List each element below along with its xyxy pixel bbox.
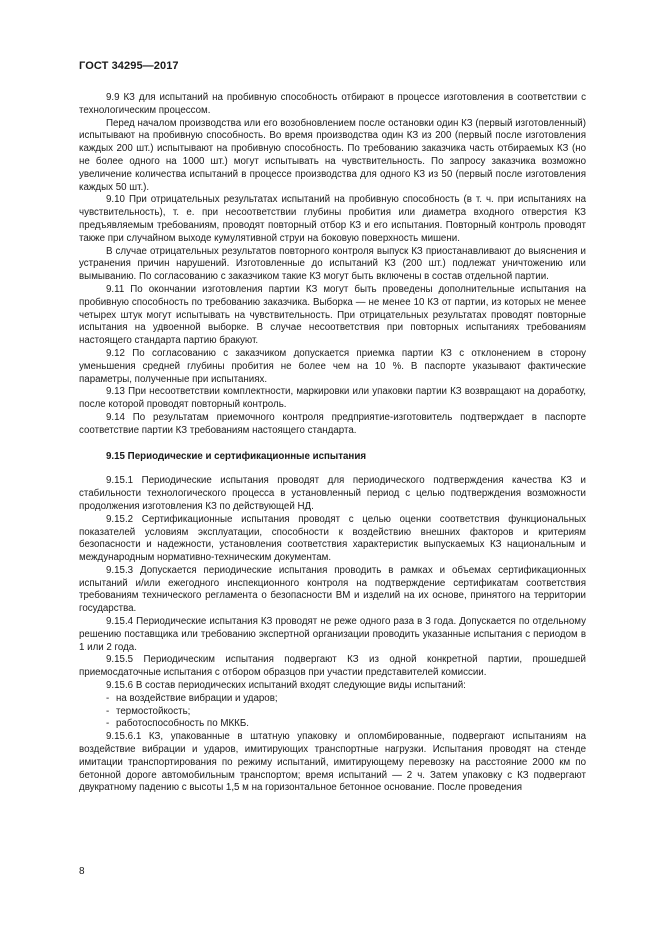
test-types-list [79, 693, 586, 731]
paragraph: 9.10 При отрицательных результатах испытаний на пробивную способность (в т. ч. при испытаниях на чувствительность), т. е. при несоответствии глубины пробития или диаметра входного отверстия КЗ предъявляемым требованиям, проводят повторный отбор КЗ и его испытания. Повторный контроль проводят также при случайном выходе кумулятивной струи на боковую поверхность мишени. [79, 194, 586, 244]
paragraph: 9.9 КЗ для испытаний на пробивную способность отбирают в процессе изготовления в соответствии с технологическим процессом. [79, 92, 586, 116]
paragraph: 9.15.5 Периодическим испытания подвергают КЗ из одной конкретной партии, прошедшей приемосдаточные испытания с отбором образцов при участии представителей комиссии. [79, 654, 586, 679]
paragraph-group-section [79, 475, 586, 693]
list-item [79, 693, 586, 706]
paragraph: 9.13 При несоответствии комплектности, маркировки или упаковки партии КЗ возвращают на доработку, после которой проводят повторный контроль. [79, 386, 586, 411]
paragraph: 9.15.6 В состав периодических испытаний входят следующие виды испытаний: [106, 680, 466, 692]
paragraph-group-pre-section [79, 92, 586, 438]
section-heading: 9.15 Периодические и сертификационные испытания [106, 450, 367, 462]
list-item-text: термостойкость; [116, 705, 191, 717]
page-number: 8 [79, 866, 85, 877]
list-bullet: - [106, 705, 110, 717]
list-item [79, 706, 586, 719]
paragraph: 9.15.4 Периодические испытания КЗ проводят не реже одного раза в 3 года. Допускается по отдельному решению поставщика или требованию экспертной организации проводить указанные испытания с периодом в 1 или 2 года. [79, 616, 586, 653]
standard-header: ГОСТ 34295—2017 [79, 60, 179, 72]
paragraph: 9.14 По результатам приемочного контроля предприятие-изготовитель подтверждает в паспорте соответствие партии КЗ требованиям настоящего стандарта. [79, 411, 586, 436]
list-bullet: - [106, 718, 110, 730]
paragraph: В случае отрицательных результатов повторного контроля выпуск КЗ приостанавливают до выяснения и устранения причин нарушений. Изготовленные до испытаний КЗ (200 шт.) подлежат уничтожению или вымыванию. По согласованию с заказчиком такие КЗ могут быть включены в состав отдельной партии. [79, 245, 586, 283]
paragraph-group-post-list [79, 731, 586, 795]
paragraph: 9.11 По окончании изготовления партии КЗ могут быть проведены дополнительные испытания на пробивную способность по требованию заказчика. Выборка — не менее 10 КЗ от партии, из которых не менее четырех штук могут испытывать на чувствительность. При отрицательных результатах проводят повторные испытания на удвоенной выборке. В случае несоответствия при повторных испытаниях требованиям настоящего стандарта партию бракуют. [79, 283, 586, 347]
paragraph: 9.12 По согласованию с заказчиком допускается приемка партии КЗ с отклонением в сторону уменьшения средней глубины пробития не более чем на 10 %. В паспорте указывают фактические параметры, полученные при испытаниях. [79, 347, 586, 385]
paragraph: 9.15.3 Допускается периодические испытания проводить в рамках и объемах сертификационных испытаний и/или ежегодного инспекционного контроля на подтверждение сертификатам соответствия требованиям технического регламента о безопасности ВМ и изделий на их основе, принятого на территории государства. [79, 564, 586, 615]
paragraph: Перед началом производства или его возобновлением после остановки один КЗ (первый изготовленный) испытывают на пробивную способность. Во время производства один КЗ из 200 (первый после изготовления каждых 200 шт.) испытывают на пробивную способность. По требованию заказчика часть отбираемых КЗ (но не более одного на 1000 шт.) могут испытывать на чувствительность. По запросу заказчика возможно увеличение количества испытаний в процессе производства для одного КЗ из 50 (первый после изготовления каждых 50 шт.). [79, 117, 586, 193]
list-item-text: на воздействие вибрации и ударов; [116, 692, 278, 704]
document-body [79, 92, 586, 795]
paragraph: 9.15.1 Периодические испытания проводят для периодического подтверждения качества КЗ и стабильности технологического процесса в установленный период с целью подтверждения возможности продолжения изготовления КЗ по действующей НД. [79, 475, 586, 512]
paragraph: 9.15.2 Сертификационные испытания проводят с целью оценки соответствия функциональных показателей условиям эксплуатации, способности к воздействию внешних факторов и критериям безопасности и надежности, установления соответствия характеристик выпускаемых КЗ национальным и международным нормативно-техническим документам. [79, 513, 586, 564]
list-item [79, 718, 586, 731]
list-item-text: работоспособность по МККБ. [116, 718, 249, 730]
paragraph: 9.15.6.1 КЗ, упакованные в штатную упаковку и опломбированные, подвергают испытаниям на воздействие вибрации и ударов, имитирующих транспортные нагрузки. Испытания проводят на стенде имитации транспортирования по режиму испытаний, имитирующему перевозку на расстояние 2000 км по бетонной дороге автомобильным транспортом; время испытаний — 2 ч. Затем упаковку с КЗ подвергают двукратному падению с высоты 1,5 м на горизонтальное бетонное основание. После проведения [79, 731, 586, 794]
list-bullet: - [106, 692, 110, 704]
